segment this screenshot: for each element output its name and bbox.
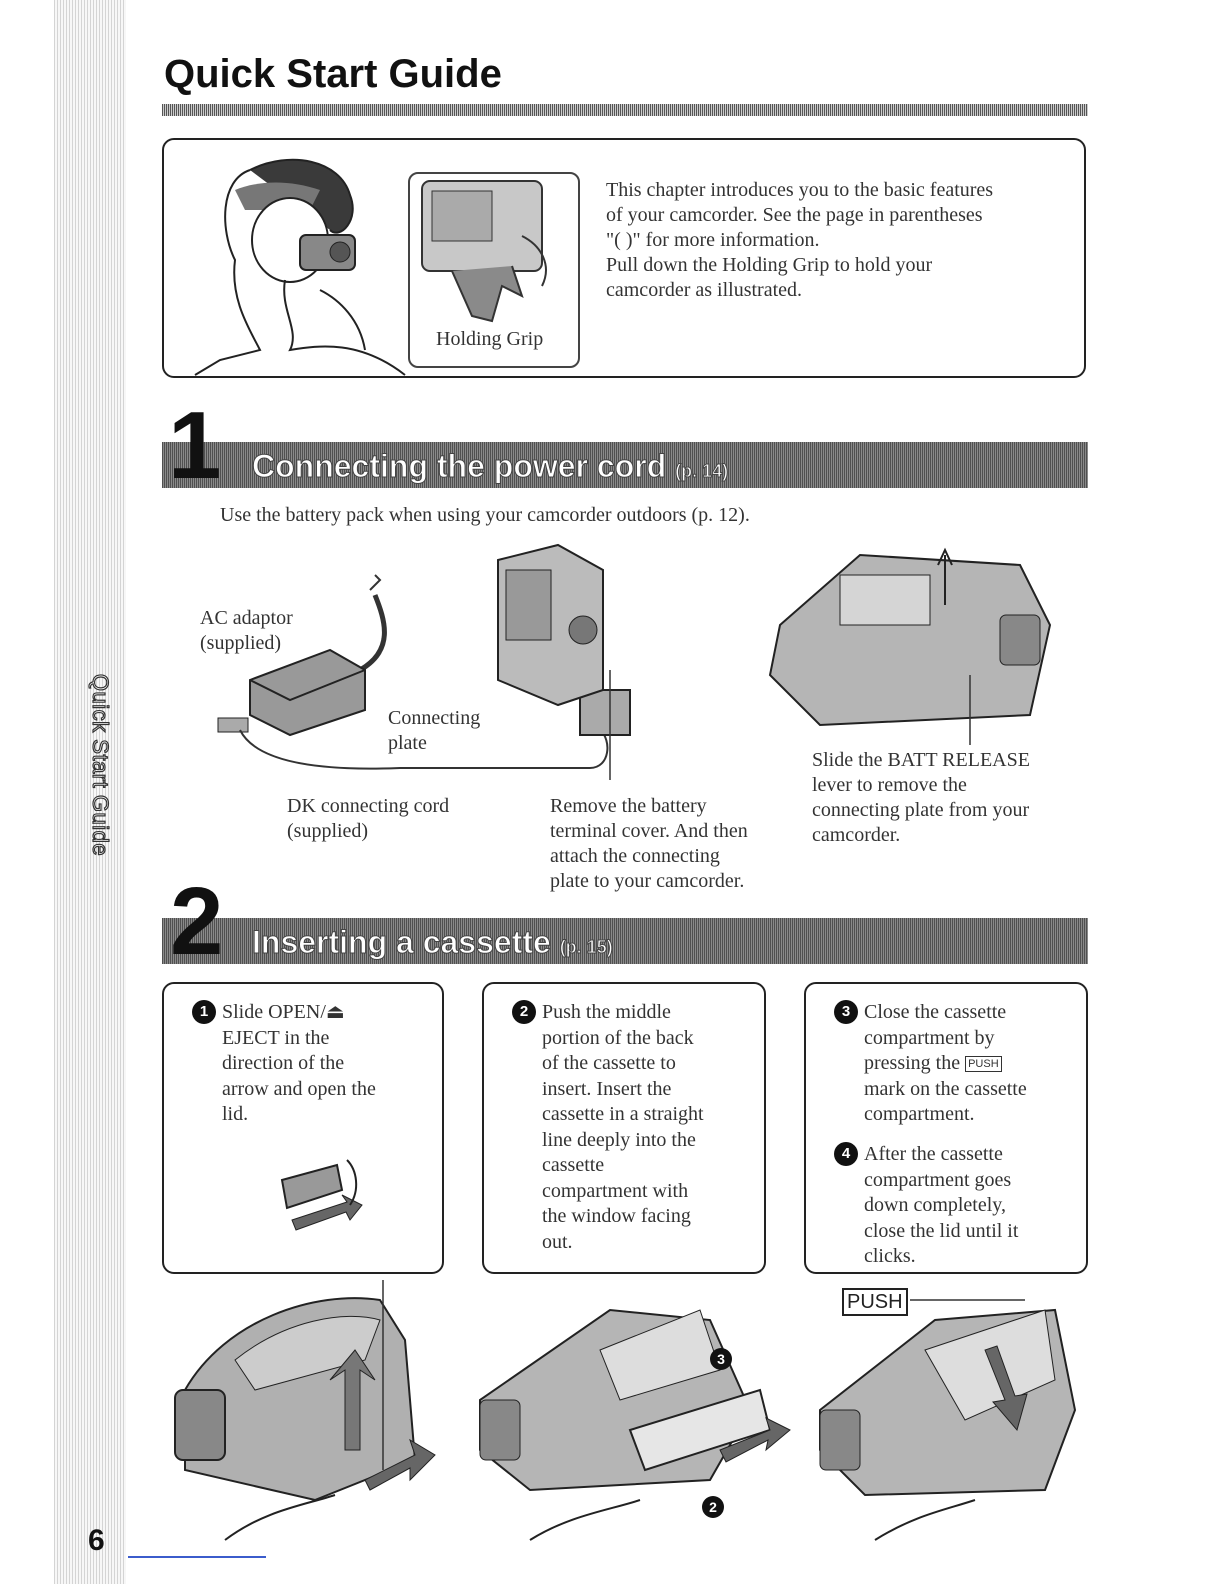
step4-line: compartment goes xyxy=(864,1168,1012,1191)
batt-release-caption xyxy=(812,748,1030,848)
step2-line: compartment with xyxy=(542,1179,689,1202)
step4-line: down completely, xyxy=(864,1194,1007,1216)
step2-line: out. xyxy=(542,1230,573,1253)
step2-line: of the cassette to xyxy=(542,1052,676,1074)
intro-text xyxy=(606,178,1076,303)
sidebar-label-text: Quick Start Guide xyxy=(88,673,114,857)
step2-line: insert. Insert the xyxy=(542,1077,672,1100)
step1-line: direction of the xyxy=(222,1052,345,1074)
step2-line: line deeply into the xyxy=(542,1128,696,1151)
remove-terminal-caption xyxy=(550,794,748,894)
batt-release-caption-line: connecting plate from your xyxy=(812,799,1030,821)
step1-line: Slide OPEN/⏏ xyxy=(222,1001,345,1023)
connecting-plate-caption-line: Connecting xyxy=(388,707,481,729)
section2-page-ref: (p. 15) xyxy=(559,937,613,957)
step1-number-badge: 1 xyxy=(192,1000,216,1024)
open-lid-illustration xyxy=(165,1280,440,1550)
step3-line: compartment by xyxy=(864,1026,995,1049)
push-mark-icon: PUSH xyxy=(965,1056,1002,1072)
ac-adaptor-caption-line: (supplied) xyxy=(200,632,282,654)
step3-line: mark on the cassette xyxy=(864,1077,1027,1100)
ac-adaptor-caption-line: AC adaptor xyxy=(200,607,293,629)
sidebar-label xyxy=(72,670,128,860)
push-label: PUSH xyxy=(842,1288,908,1316)
step3-line: compartment. xyxy=(864,1103,975,1125)
step2-line: the window facing xyxy=(542,1205,691,1227)
remove-terminal-caption-line: plate to your camcorder. xyxy=(550,870,745,892)
section1-title xyxy=(252,448,728,485)
step2-instructions xyxy=(519,1000,752,1255)
page-number: 6 xyxy=(88,1524,105,1557)
section1-note: Use the battery pack when using your camcorder outdoors (p. 12). xyxy=(220,504,750,526)
step1-instructions xyxy=(199,1000,432,1128)
step1-line: EJECT in the xyxy=(222,1026,330,1049)
intro-line: Pull down the Holding Grip to hold your xyxy=(606,254,933,276)
connecting-plate-caption-line: plate xyxy=(388,732,427,754)
step3-instructions xyxy=(841,1000,1076,1128)
step4-line: After the cassette xyxy=(864,1143,1003,1165)
remove-terminal-caption-line: attach the connecting xyxy=(550,845,720,867)
step4-instructions xyxy=(841,1142,1076,1270)
step2-number-badge: 2 xyxy=(512,1000,536,1024)
ac-adaptor-caption xyxy=(200,606,293,656)
connecting-plate-caption xyxy=(388,706,480,756)
camcorder-side-illustration xyxy=(488,540,618,790)
batt-release-illustration xyxy=(760,545,1060,745)
open-eject-switch-illustration xyxy=(262,1150,372,1245)
step4-line: clicks. xyxy=(864,1245,916,1267)
section2-number: 2 xyxy=(170,868,224,975)
batt-release-caption-line: lever to remove the xyxy=(812,774,967,796)
title-rule xyxy=(162,104,1088,116)
intro-line: This chapter introduces you to the basic features xyxy=(606,179,994,201)
holding-grip-illustration xyxy=(412,176,576,326)
dk-cord-caption-line: (supplied) xyxy=(287,820,369,842)
step4-number-badge: 4 xyxy=(834,1142,858,1166)
holding-grip-label: Holding Grip xyxy=(436,328,544,350)
section2-title xyxy=(252,924,613,961)
step2-line: portion of the back xyxy=(542,1026,694,1049)
step3-push-prefix: pressing the xyxy=(864,1052,966,1074)
remove-terminal-caption-line: terminal cover. And then xyxy=(550,820,748,842)
intro-line: "( )" for more information. xyxy=(606,229,820,251)
close-compartment-illustration xyxy=(805,1290,1085,1550)
insert-cassette-illustration xyxy=(470,1290,790,1550)
step2-line: Push the middle xyxy=(542,1001,671,1023)
section1-title-text: Connecting the power cord xyxy=(252,448,667,484)
page-title: Quick Start Guide xyxy=(164,52,502,96)
section2-title-text: Inserting a cassette xyxy=(252,924,551,960)
section1-number: 1 xyxy=(168,392,222,499)
step3-line xyxy=(864,1051,1076,1077)
step4-line: close the lid until it xyxy=(864,1219,1019,1242)
step1-line: arrow and open the xyxy=(222,1077,376,1100)
callout-2-badge: 2 xyxy=(702,1496,724,1518)
batt-release-caption-line: camcorder. xyxy=(812,824,901,846)
intro-line: camcorder as illustrated. xyxy=(606,279,803,301)
callout-3-badge: 3 xyxy=(710,1348,732,1370)
step2-line: cassette xyxy=(542,1154,605,1176)
dk-cord-caption-line: DK connecting cord xyxy=(287,795,450,817)
remove-terminal-caption-line: Remove the battery xyxy=(550,795,707,817)
batt-release-caption-line: Slide the BATT RELEASE xyxy=(812,749,1030,771)
step3-number-badge: 3 xyxy=(834,1000,858,1024)
dk-cord-caption xyxy=(287,794,449,844)
step2-line: cassette in a straight xyxy=(542,1103,704,1125)
section1-page-ref: (p. 14) xyxy=(675,461,729,481)
woman-holding-camcorder-illustration xyxy=(190,150,410,375)
intro-line: of your camcorder. See the page in parentheses xyxy=(606,204,983,226)
step3-line: Close the cassette xyxy=(864,1001,1007,1023)
bottom-divider-line xyxy=(128,1556,266,1558)
step1-line: lid. xyxy=(222,1103,249,1125)
